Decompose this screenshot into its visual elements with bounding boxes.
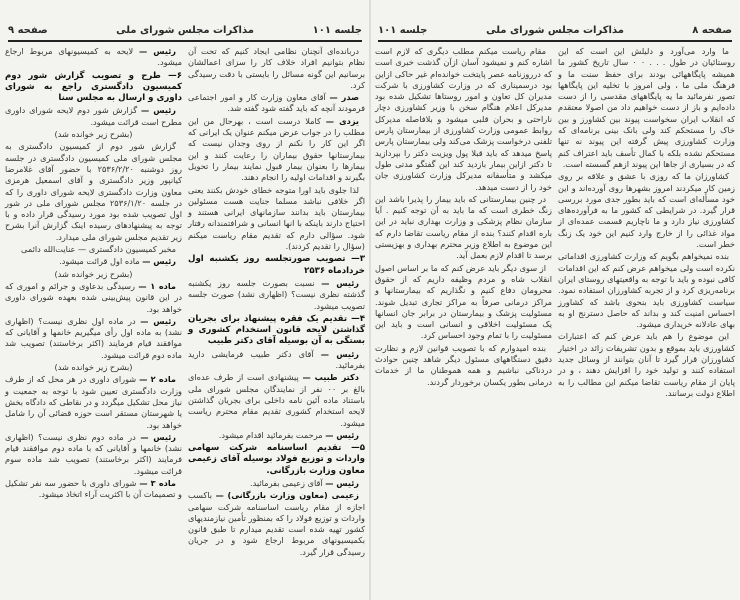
speech-text: گزارش شور دوم لایحه شورای داوری مطرح است قرائت میشود. xyxy=(5,105,182,127)
reading-note: (بشرح زیر خوانده شد) xyxy=(54,268,133,279)
speech-paragraph xyxy=(188,116,365,184)
speech-paragraph xyxy=(5,46,182,69)
body-paragraph: بنده نمیخواهم بگویم که وزارت کشاورزی اقداماتی نکرده است ولی میخواهم عرض کنم که این اقدامات کافی نبوده و باید با توجه به واقعیتهای روستای ایران برنامه‌ریزی کرد و از تجربه کشاورزان استفاده نمود. سیاست کشاورزی باید بنحوی باشد که کشاورز احساس امنیت کند و بداند که حاصل دسترنج او به بهای عادلانه خریداری میشود. xyxy=(558,251,735,330)
speech-text: آقای معاون وزارت کار و امور اجتماعی فرمودند آنچه که باید گفته شود گفته شد. xyxy=(188,92,365,114)
speech-text: در ماده اول نظری نیست؟ (اظهاری نشد) به ماده اول رأی میگیریم خانمها و آقایانی که موافقند قیام فرمایند (اکثر برخاستند) تصویب شد ماده دوم قرائت میشود. xyxy=(5,315,182,360)
page-right xyxy=(370,0,740,600)
speech-paragraph xyxy=(188,349,365,372)
speech-text: نسبت بصورت جلسه روز یکشنبه گذشته نظری نیست؟ (اظهاری نشد) صورت جلسه تصویب میشود. xyxy=(188,277,365,311)
text-column-right xyxy=(558,46,735,400)
body-paragraph: دربانده‌ای آنچنان نظامی ایجاد کنیم که تحت آن نظام بتوانیم افراد خلاف کار را سزای اعمالشان برسانیم این گونه مسائل را بایستی با دقت رسیدگی کرد. xyxy=(188,46,365,90)
page-number: صفحه ۸ xyxy=(692,25,732,36)
speech-paragraph xyxy=(188,490,365,558)
speech-paragraph xyxy=(5,432,182,477)
session-number: جلسه ۱۰۱ xyxy=(378,25,428,36)
speaker-name: یزدی — xyxy=(325,115,359,126)
speaker-name: رئیس — xyxy=(141,105,176,116)
speech-paragraph xyxy=(188,430,365,441)
speaker-name: صدر — xyxy=(329,92,359,103)
speaker-name: رئیس — xyxy=(140,431,176,442)
speaker-name: رئیس — xyxy=(321,277,359,288)
section-heading: ۶— طرح و تصویب گزارش شور دوم کمیسیون دادگستری راجع به شورای داوری و ارسال به مجلس سنا xyxy=(5,70,182,104)
session-number: جلسه ۱۰۱ xyxy=(312,25,362,36)
speaker-name: رئیس — xyxy=(325,477,359,488)
speaker-name: رئیس — xyxy=(142,256,176,267)
section-heading: ۵— تقدیم اساسنامه شرکت سهامی واردات و توزیع فولاد بوسیله آقای زعیمی معاون وزارت بازرگانی. xyxy=(188,443,365,476)
speech-paragraph xyxy=(188,92,365,115)
speech-text: رسیدگی بدعاوی و جرائم و اموری که در این قانون پیش‌بینی شده بعهده شورای داوری خواهد بود. xyxy=(5,280,182,314)
text-column-right xyxy=(188,46,365,559)
speaker-name: ماده ۳ — xyxy=(139,477,176,488)
body-paragraph: از سوی دیگر باید عرض کنم که ما بر اساس اصول انقلاب شاه و مردم وظیفه داریم که از حقوق محرومان دفاع کنیم و نگذاریم که بیمارستانها و مراکز درمانی صرفاً به مراکز تجاری تبدیل شوند. مسئولیت پزشک و بیمارستان در برابر جان انسانها یک مسئولیت اخلاقی و انسانی است و باید این مسئولیت را با تمام وجود احساس کرد. xyxy=(375,262,552,341)
body-paragraph: مقام ریاست میکنم مطلب دیگری که لازم است اشاره کنم و نمیشود آسان ازآن گذشت خبری است که درروزنامه عصر پایتخت خوانده‌ام غیر حاکی ازاین بود درسمیناری که در وزارت کشاورزی با شرکت مدیران کل تعاون و امور روستاها تشکیل شده بود مدیرکل اعلام هنگام سخن با وزیر کشاورزی دچار ناراحتی و بحران قلبی میشود و بلافاصله مدیرکل روابط عمومی وزارت کشاورزی از بیمارستان پارس تلفنی درخواست پزشک می‌کند ولی بیمارستان پارس پاسخ میدهد که باید قبلا پول ویزیت دکتر را بپردازید تا دکتر ازاین بیمار بازدید کند این گفتگو مدتی طول میکشد و متأسفانه مدیرکل وزارت کشاورزی جان خود را از دست میدهد. xyxy=(375,46,552,192)
running-title: مذاکرات مجلس شورای ملی xyxy=(486,25,624,36)
speech-text: باکسب اجازه از مقام ریاست اساسنامه شرکت سهامی واردات و توزیع فولاد را که بمنظور تأمین نیازمندیهای کشور تهیه شده است تقدیم میدارم تا طبق قانون بکمیسیونهای مربوط ارجاع شود و در جریان رسیدگی قرار گیرد. xyxy=(188,490,365,557)
body-paragraph: این موضوع را هم باید عرض کنم که اعتبارات کشاورزی باید بموقع و بدون تشریفات زائد در اختیار کشاورزان قرار گیرد تا آنان بتوانند از وسائل جدید استفاده کنند و تولید خود را افزایش دهند ، و در پایان از مقام ریاست تقاضا میکنم این مطالب را به اطلاع دولت برسانند. xyxy=(558,331,735,398)
speaker-name: رئیس — xyxy=(139,46,176,56)
body-paragraph: ما وارد می‌آورد و دلیلش این است که این روستائیان در طول . . . ۰ ۰ سال تاریخ کشور ما همیشه پایگاههائی بودند برای حفظ سنت ما و فرهنگ ملی ما ، ولی امروز با تخلیه این پایگاهها تصور نفرمائید ما یه پایگاههای مقدسی را از دست داده‌ایم و باز از دست خواهیم داد من اصولا معتقدم که انقلاب ایران سخواست پیوند بین کشاورز و بین خاک را مستحکم کند ولی بانک بینی برنامه‌ای که وزارت کشاورزی پیش گرفته این پیوند نه تنها مستحکم نشده بلکه با کمال تأسف باید اعتراف کنم که در بسیاری از جاها این پیوند ازهم گسسته است. xyxy=(558,46,736,169)
text-column-left xyxy=(5,46,182,502)
running-title: مذاکرات مجلس شورای ملی xyxy=(116,25,254,36)
speech-paragraph xyxy=(188,372,365,428)
speech-text: در ماده دوم نظری نیست؟ (اظهاری نشد) خانمها و آقایانی که با ماده دوم موافقند قیام فرمایند (اکثر برخاستند) تصویب شد ماده سوم قرائت میشود. xyxy=(5,431,182,476)
speech-paragraph xyxy=(188,278,365,312)
body-paragraph: کشاورزان ما که روزی با عشق و علاقه بر روی زمین کار میکردند امروز بشهرها روی آورده‌اند و این خود مسأله‌ای است که باید بطور جدی مورد بررسی قرار گیرد. در شرایطی که کشور ما به فرآورده‌های کشاورزی نیاز دارد و ما ناچاریم قسمت عمده‌ای از مواد غذائی را از خارج وارد کنیم این خود یک زنگ خطر است. xyxy=(558,171,735,250)
speech-text: لایحه به کمیسیونهای مربوط ارجاع میشود. xyxy=(5,46,182,68)
speaker-name: ماده ۲ — xyxy=(139,374,177,385)
speech-text: شورای داوری با حضور سه نفر تشکیل و تصمیمات آن با اکثریت آراء اتخاذ میشود. xyxy=(5,477,182,500)
body-paragraph: در چنین بیمارستانی که باید بیمار را پذیرا باشد این زنگ خطری است که ما باید به آن توجه کنیم . آیا سازمان نظام پزشکی و وزارت بهداری نباید در این باره اقدام کنند؟ بنده از مقام ریاست تقاضا دارم که این موضوع به اطلاع وزیر محترم بهداری و بهزیستی برسد تا اقدام لازم بعمل آید. xyxy=(375,193,552,261)
body-paragraph: گزارش شور دوم از کمیسیون دادگستری به مجلس شورای ملی کمیسیون دادگستری در جلسه روز دوشنبه ۲۵۳۶/۲/۲۰ با حضور آقای غلامرضا کیانپور وزیر دادگستری و آقای اسمعیل هرمزی معاون وزارت دادگستری لایحه شورای داوری را که در جلسه ۲۵۳۶/۱/۲۰ مجلس شورای ملی در شور اول تصویب شده بود مورد رسیدگی قرار داده و با توجه به پیشنهادهای رسیده اینک گزارش آنرا بشرح زیر تقدیم مجلس شورای ملی میدارد. xyxy=(5,141,183,242)
page-header xyxy=(8,24,362,42)
speech-text: پیشنهادی است از طرف عده‌ای بالغ بر ۰۰ نفر از نمایندگان مجلس شورای ملی باستناد ماده آئین نامه داخلی برای بجریان گذاشتن لایحه استخدام کشوری تقدیم مقام محترم ریاست میشود. xyxy=(188,372,365,428)
text-column-left xyxy=(375,46,552,389)
speaker-name: رئیس — xyxy=(320,348,359,359)
body-paragraph: مخبر کمیسیون دادگستری — عنایت‌الله دائمی xyxy=(21,244,176,255)
speech-text: آقای دکتر طبیب فرمایشی دارید بفرمائید. xyxy=(188,348,365,371)
speech-text: شورای داوری در هر محل که از طرف وزارت دادگستری تعیین شود با توجه به جمعیت و نیاز محل تشکیل میگردد و در نقاطی که دادگاه بخش یا شهرستان مستقر است حوزه قضائی آن را شامل خواهد بود. xyxy=(5,374,182,430)
speech-text: کاملا درست است ، بهرحال من این مطلب را در جواب عرض میکنم عنوان یک ایرانی که اگر این کار را نکنم از روی وجدان نیست که بیمارستانها حقوق بیماران را رعایت کنند و این بیمارها را بعنوان بیمار قبول نمایند بیمار را تحویل بگیرند و اقدامات اولیه را انجام دهند. xyxy=(188,115,365,183)
speech-paragraph xyxy=(5,374,182,430)
speech-paragraph xyxy=(188,478,365,489)
speech-text: ماده اول قرائت میشود. xyxy=(59,256,140,267)
speech-paragraph xyxy=(5,105,182,128)
body-paragraph: بنده امیدوارم که با تصویب قوانین لازم و نظارت دقیق دستگاههای مسئول دیگر شاهد چنین حوادث دردناکی نباشیم و همه هموطنان ما از خدمات درمانی بطور یکسان برخوردار گردند. xyxy=(375,342,552,387)
speaker-name: دکتر طبیب — xyxy=(302,372,359,383)
speaker-name: رئیس — xyxy=(325,429,359,440)
speech-text: آقای زعیمی بفرمائید. xyxy=(250,477,323,488)
body-paragraph: لذا جلوی باید اورا متوجه خطای خودش بکنند یعنی اگر خلافی نباشد مسلما جنایت هست مسئولین بیمارستان باید بدانند سازمانهای ایرانی هستند و احتیاج دارند باینکه با انها انسانی و شرافتمندانه رفتار شود. سؤالی دارم که تقدیم مقام ریاست میکنم (سؤال را تقدیم کردند). xyxy=(188,184,365,252)
speaker-name: زعیمی (معاون وزارت بازرگانی) — xyxy=(215,490,359,501)
section-heading: ۳— تصویب صورتجلسه روز یکشنبه اول خردادماه ۲۵۳۶ xyxy=(188,254,365,276)
reading-note: (بشرح زیر خوانده شد) xyxy=(54,362,133,373)
reading-note: (بشرح زیر خوانده شد) xyxy=(54,129,133,140)
speech-paragraph xyxy=(5,256,182,267)
speech-paragraph xyxy=(5,316,182,361)
speaker-name: ماده ۱ — xyxy=(138,280,176,291)
speech-text: مرحمت بفرمائید اقدام میشود. xyxy=(218,429,323,440)
speech-paragraph xyxy=(5,478,182,501)
page-header xyxy=(378,24,732,42)
speech-paragraph xyxy=(5,281,182,315)
section-heading: ۴— تقدیم یک فقره پیشنهاد برای بجریان گذاشتن لایحه قانون استخدام کشوری و بستگی به آن بوسیله آقای دکتر طبیب xyxy=(188,313,365,347)
page-number: صفحه ۹ xyxy=(8,25,48,36)
speaker-name: رئیس — xyxy=(140,315,176,326)
